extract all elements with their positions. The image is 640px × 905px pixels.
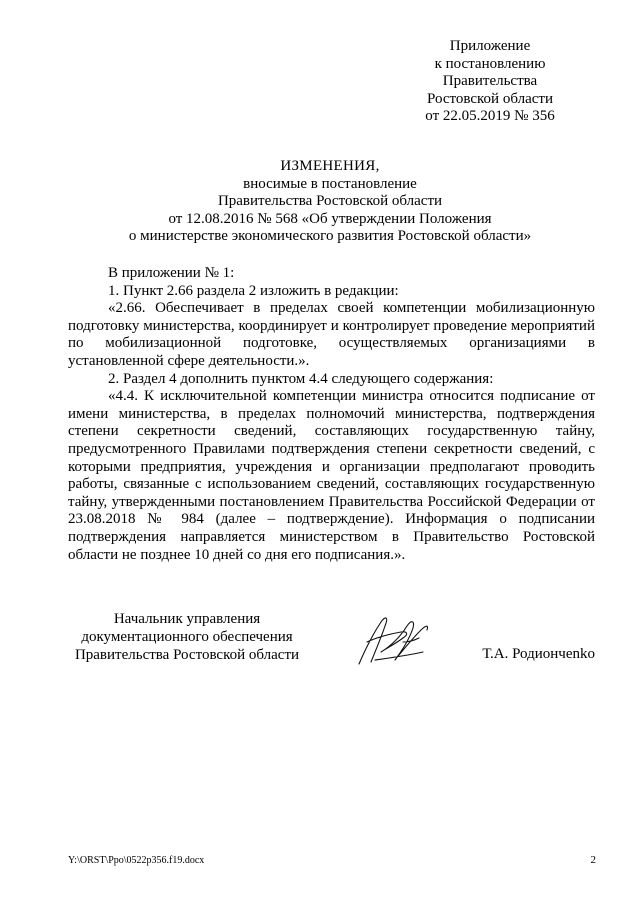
position-line: документационного обеспечения xyxy=(81,629,293,645)
signatory-name: Т.А. Родиончenko xyxy=(482,646,595,662)
appendix-header xyxy=(390,38,590,126)
heading-line: Правительства Ростовской области xyxy=(217,193,443,209)
document-heading xyxy=(60,158,600,246)
document-body xyxy=(68,265,595,564)
appendix-line: Правительства xyxy=(442,73,538,89)
appendix-line: Ростовской области xyxy=(427,90,553,107)
amendment-item-1: 1. Пункт 2.66 раздела 2 изложить в редакции: xyxy=(108,282,399,299)
position-line: Начальник управления xyxy=(113,611,261,627)
position-line: Правительства Ростовской области xyxy=(74,647,300,663)
appendix-line: Приложение xyxy=(449,38,531,54)
handwritten-signature xyxy=(345,612,440,672)
heading-line: о министерстве экономического развития Ростовской области» xyxy=(128,228,532,244)
page-number: 2 xyxy=(590,854,596,866)
appendix-date-number: от 22.05.2019 № 356 xyxy=(425,108,555,124)
heading-line: от 12.08.2016 № 568 «Об утверждении Положения xyxy=(168,210,492,227)
footer-file-path: Y:\ORST\Ppo\0522p356.f19.docx xyxy=(68,855,205,866)
signatory-position xyxy=(72,610,302,664)
document-title: ИЗМЕНЕНИЯ, xyxy=(280,158,380,174)
amendment-item-2: 2. Раздел 4 дополнить пунктом 4.4 следующего содержания: xyxy=(108,370,494,387)
body-intro: В приложении № 1: xyxy=(108,265,235,281)
amendment-item-1-text: «2.66. Обеспечивает в пределах своей компетенции мобилизационную подготовку министерства, координирует и контролирует проведение мероприятий по мобилизационной подготовке, осуществляемых организациями в установленной сфере деятельности.». xyxy=(68,300,595,369)
appendix-line: к постановлению xyxy=(434,55,546,72)
heading-line: вносимые в постановление xyxy=(243,175,417,192)
amendment-item-2-text: «4.4. К исключительной компетенции министра относится подписание от имени министерства, в пределах полномочий министерства, подтверждения степени секретности сведений, составляющих государственную тайну, предусмотренного Правилами подтверждения степени секретности сведений, с которыми предприятия, учреждения и организации предполагают проводить работы, связанные с использованием сведений, составляющих государственную тайну, утвержденными постановлением Правительства Российской Федерации от 23.08.2018 № 984 (далее – подтверждение). Информация о подписании подтверждения направляется министерством в Правительство Ростовской области не позднее 10 дней со дня его подписания.». xyxy=(68,388,595,563)
